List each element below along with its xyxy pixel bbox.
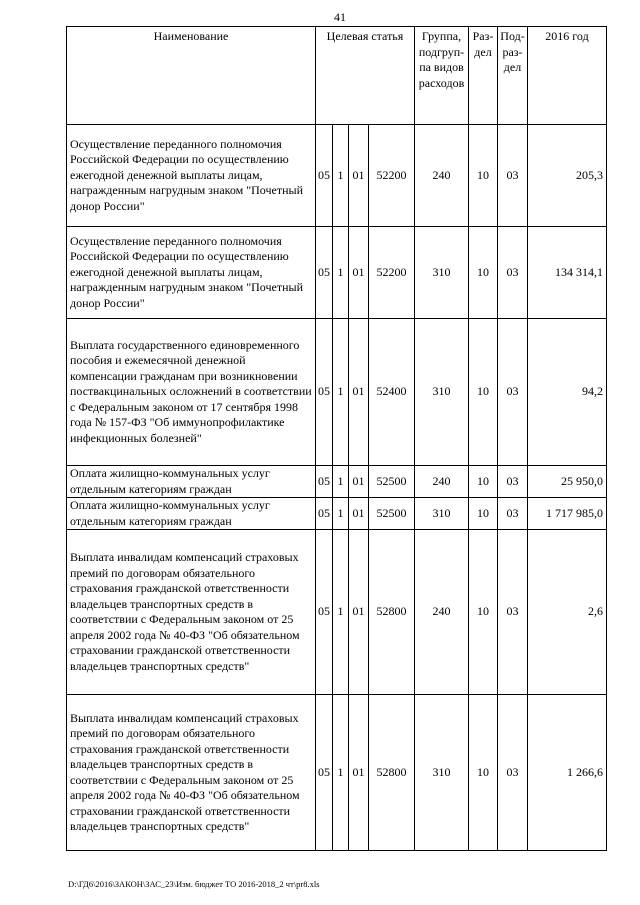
row-article-direction: 52500 [369,498,415,530]
page-number: 41 [334,10,346,24]
header-year: 2016 год [528,27,607,125]
row-subsection: 03 [498,125,528,227]
row-subsection: 03 [498,530,528,695]
row-subsection: 03 [498,227,528,319]
row-section: 10 [469,125,498,227]
row-article-event: 01 [349,125,369,227]
row-article-event: 01 [349,466,369,498]
row-article-event: 01 [349,227,369,319]
row-name: Оплата жилищно-коммунальных услуг отдельным категориям граждан [67,466,316,498]
row-article-subprogram: 1 [333,125,349,227]
row-article-program: 05 [316,125,333,227]
row-article-program: 05 [316,695,333,851]
row-amount: 205,3 [528,125,607,227]
table-row [67,466,607,498]
row-section: 10 [469,319,498,466]
table-row [67,530,607,695]
row-expense-group: 310 [415,227,469,319]
row-section: 10 [469,530,498,695]
row-expense-group: 240 [415,530,469,695]
table-row [67,319,607,466]
row-article-subprogram: 1 [333,319,349,466]
row-article-event: 01 [349,498,369,530]
row-name: Осуществление переданного полномочия Российской Федерации по осуществлению ежегодной денежной выплаты лицам, награжденным нагрудным знаком "Почетный донор России" [67,227,316,319]
row-article-direction: 52800 [369,695,415,851]
row-subsection: 03 [498,498,528,530]
row-article-direction: 52200 [369,125,415,227]
row-expense-group: 310 [415,695,469,851]
row-article-direction: 52200 [369,227,415,319]
row-amount: 1 266,6 [528,695,607,851]
row-article-program: 05 [316,319,333,466]
row-name: Осуществление переданного полномочия Российской Федерации по осуществлению ежегодной денежной выплаты лицам, награжденным нагрудным знаком "Почетный донор России" [67,125,316,227]
row-amount: 2,6 [528,530,607,695]
footer-file-path: D:\ГД6\2016\ЗАКОН\ЗАС_23\Изм. бюджет ТО 2016-2018_2 чт\pr8.xls [68,879,320,889]
row-article-program: 05 [316,498,333,530]
row-name: Выплата инвалидам компенсаций страховых премий по договорам обязательного страхования гражданской ответственности владельцев транспортных средств в соответствии с Федеральным законом от 25 апреля 2002 года № 40-ФЗ "Об обязательном страховании гражданской ответственности владельцев транспортных средств" [67,530,316,695]
row-article-program: 05 [316,530,333,695]
table-row [67,695,607,851]
table-row [67,498,607,530]
row-article-subprogram: 1 [333,227,349,319]
row-article-subprogram: 1 [333,695,349,851]
header-name: Наименование [67,27,316,125]
row-name: Выплата инвалидам компенсаций страховых премий по договорам обязательного страхования гражданской ответственности владельцев транспортных средств в соответствии с Федеральным законом от 25 апреля 2002 года № 40-ФЗ "Об обязательном страховании гражданской ответственности владельцев транспортных средств" [67,695,316,851]
row-section: 10 [469,695,498,851]
row-amount: 1 717 985,0 [528,498,607,530]
row-section: 10 [469,227,498,319]
row-article-event: 01 [349,319,369,466]
header-subsection: Под-раз-дел [498,27,528,125]
row-expense-group: 240 [415,125,469,227]
header-target-article: Целевая статья [316,27,415,125]
header-section: Раз-дел [469,27,498,125]
row-article-subprogram: 1 [333,466,349,498]
row-article-direction: 52500 [369,466,415,498]
table-header-row [67,27,607,125]
row-article-subprogram: 1 [333,498,349,530]
row-expense-group: 310 [415,319,469,466]
row-subsection: 03 [498,695,528,851]
row-article-direction: 52400 [369,319,415,466]
header-group: Группа, подгруп-па видов расходов [415,27,469,125]
row-amount: 134 314,1 [528,227,607,319]
row-section: 10 [469,466,498,498]
row-amount: 25 950,0 [528,466,607,498]
row-subsection: 03 [498,466,528,498]
table-row [67,125,607,227]
row-subsection: 03 [498,319,528,466]
row-expense-group: 310 [415,498,469,530]
row-section: 10 [469,498,498,530]
row-article-event: 01 [349,530,369,695]
row-article-program: 05 [316,227,333,319]
row-amount: 94,2 [528,319,607,466]
budget-table [66,26,607,851]
row-name: Выплата государственного единовременного пособия и ежемесячной денежной компенсации гражданам при возникновении поствакцинальных осложнений в соответствии с Федеральным законом от 17 сентября 1998 года № 157-ФЗ "Об иммунопрофилактике инфекционных болезней" [67,319,316,466]
row-article-program: 05 [316,466,333,498]
table-row [67,227,607,319]
row-article-event: 01 [349,695,369,851]
row-article-direction: 52800 [369,530,415,695]
row-article-subprogram: 1 [333,530,349,695]
row-expense-group: 240 [415,466,469,498]
row-name: Оплата жилищно-коммунальных услуг отдельным категориям граждан [67,498,316,530]
